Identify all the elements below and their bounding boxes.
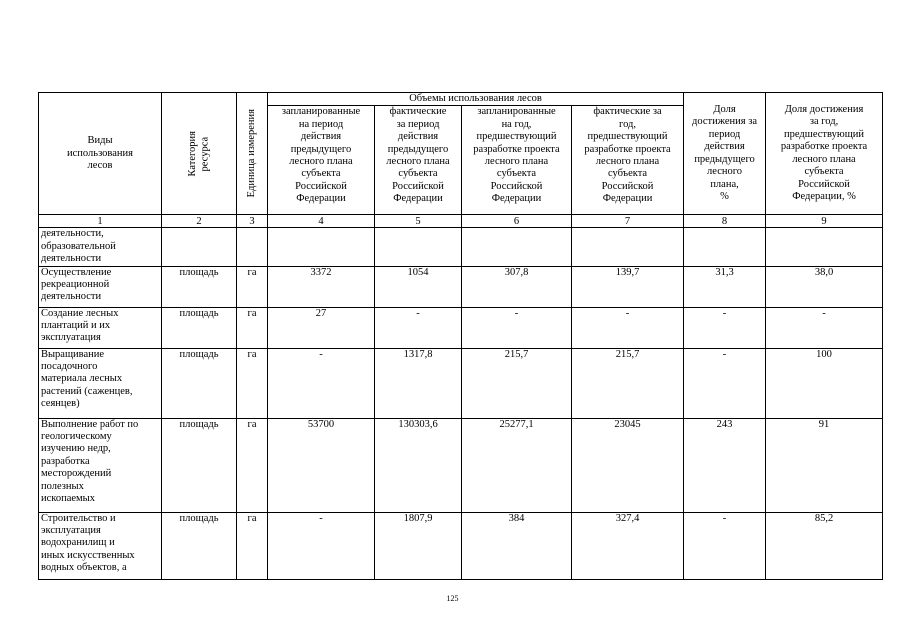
table-row [39,512,883,579]
forest-use-table [38,92,883,580]
table-row [39,418,883,512]
header-planned-prev-period: запланированные на период действия предыдущего лесного плана субъекта Российской Федерации [268,106,375,215]
row-value-cell: 91 [766,418,883,512]
row-value-cell [462,228,572,266]
row-unit-cell: га [237,348,268,418]
column-number-row [39,215,883,228]
column-number: 6 [462,215,572,228]
row-value-cell: - [684,307,766,348]
row-value-cell: 27 [268,307,375,348]
row-value-cell: 215,7 [572,348,684,418]
row-category-cell [162,228,237,266]
row-unit-cell: га [237,307,268,348]
row-value-cell: 25277,1 [462,418,572,512]
row-value-cell: 215,7 [462,348,572,418]
header-actual-prev-period: фактические за период действия предыдущего лесного плана субъекта Российской Федерации [375,106,462,215]
row-name-cell: Осуществление рекреационной деятельности [39,266,162,307]
column-number: 2 [162,215,237,228]
row-category-cell: площадь [162,512,237,579]
header-kind: Виды использования лесов [39,93,162,215]
header-volumes-group: Объемы использования лесов [268,93,684,106]
row-value-cell: 243 [684,418,766,512]
row-value-cell: - [268,512,375,579]
row-category-cell: площадь [162,307,237,348]
table-row [39,228,883,266]
row-value-cell: 327,4 [572,512,684,579]
column-number: 7 [572,215,684,228]
row-value-cell: - [766,307,883,348]
row-name-cell: Выращивание посадочного материала лесных растений (саженцев, сеянцев) [39,348,162,418]
column-number: 1 [39,215,162,228]
table-row [39,266,883,307]
row-value-cell: - [572,307,684,348]
header-category [162,93,237,215]
header-share-year: Доля достижения за год, предшествующий разработке проекта лесного плана субъекта Российской Федерации, % [766,93,883,215]
header-actual-prev-year: фактические за год, предшествующий разработке проекта лесного плана субъекта Российской Федерации [572,106,684,215]
column-number: 4 [268,215,375,228]
row-value-cell [375,228,462,266]
row-value-cell: 1054 [375,266,462,307]
row-value-cell [572,228,684,266]
row-value-cell: 23045 [572,418,684,512]
row-name-cell: Выполнение работ по геологическому изучению недр, разработка месторождений полезных ископаемых [39,418,162,512]
table-row [39,307,883,348]
row-value-cell: 100 [766,348,883,418]
column-number: 3 [237,215,268,228]
header-category-text: Категория ресурса [186,130,210,177]
column-number: 5 [375,215,462,228]
row-name-cell: Создание лесных плантаций и их эксплуатация [39,307,162,348]
row-value-cell: 1807,9 [375,512,462,579]
row-value-cell: 38,0 [766,266,883,307]
row-value-cell: - [375,307,462,348]
row-value-cell [766,228,883,266]
row-value-cell: - [462,307,572,348]
row-value-cell: 307,8 [462,266,572,307]
row-value-cell: - [268,348,375,418]
row-unit-cell: га [237,266,268,307]
row-category-cell: площадь [162,348,237,418]
row-value-cell: 53700 [268,418,375,512]
header-unit-text: Единица измерения [245,109,257,198]
header-planned-prev-year: запланированные на год, предшествующий разработке проекта лесного плана субъекта Российской Федерации [462,106,572,215]
row-value-cell: 130303,6 [375,418,462,512]
row-value-cell: - [684,512,766,579]
table-body [39,228,883,579]
row-value-cell [268,228,375,266]
row-category-cell: площадь [162,266,237,307]
row-value-cell [684,228,766,266]
row-name-cell: деятельности, образовательной деятельности [39,228,162,266]
column-number: 8 [684,215,766,228]
row-unit-cell: га [237,418,268,512]
table-row [39,348,883,418]
row-value-cell: - [684,348,766,418]
page-number: 125 [446,594,459,603]
row-unit-cell: га [237,512,268,579]
row-value-cell: 384 [462,512,572,579]
row-value-cell: 31,3 [684,266,766,307]
row-unit-cell [237,228,268,266]
row-name-cell: Строительство и эксплуатация водохранилищ и иных искусственных водных объектов, а [39,512,162,579]
header-unit [237,93,268,215]
row-category-cell: площадь [162,418,237,512]
row-value-cell: 3372 [268,266,375,307]
row-value-cell: 1317,8 [375,348,462,418]
row-value-cell: 139,7 [572,266,684,307]
column-number: 9 [766,215,883,228]
row-value-cell: 85,2 [766,512,883,579]
header-share-period: Доля достижения за период действия предыдущего лесного плана, % [684,93,766,215]
